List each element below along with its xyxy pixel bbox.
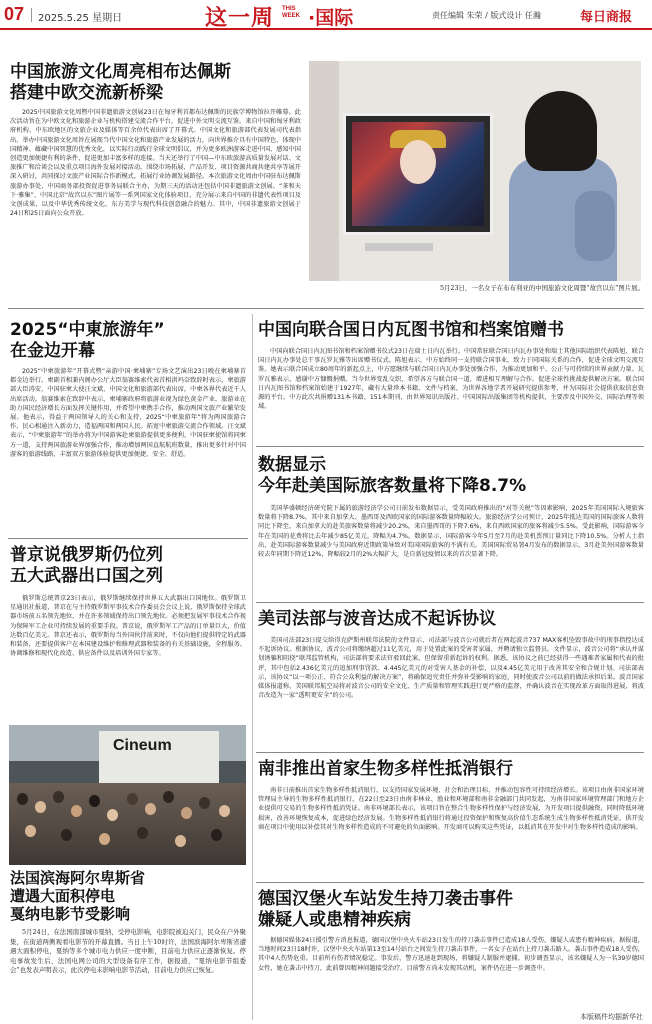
article-7-headline: 美司法部与波音达成不起诉协议 [258,609,496,629]
crowd-head [71,805,82,817]
artwork-label [365,243,433,251]
crowd-head [199,797,210,809]
article-5-headline: 中国向联合国日内瓦图书馆和档案馆赠书 [258,320,564,340]
article-8-body: 南非日前推出首家生物多样性抵消银行，以支持国家发展环境、社会和治理目标，并推动包容性可持续经济增长。该项目由南非国家环境管理局主导的生物多样性抵消银行，在22日至23日由南非林业、渔业和环境部和南非金融部门共同发起，为南非国家环境管理部门和地方企业提供可交易的生物多样性抵消凭证。南非环境部长表示，该项目旨在整合生物多样性保护与经济发展，为开发项目提供融资，同时降低环境损害，改善环境恢复成本，促进绿色经济发展。生物多样性抵消银行将通过投资保护和恢复高价值生态系统生成生物多样性抵消凭证，供开发商在项目中使用以补偿其对生物多样性造成的不可避免的负面影响。开发商可以购买这些凭证，以抵消其在开发中对生物多样性造成的影响。 [258,787,644,831]
crowd-head [35,801,46,813]
article-1-headline-line2: 搭建中欧交流新桥梁 [10,83,163,103]
visitor-figure [505,91,617,281]
article-1-headline-line1: 中国旅游文化周亮相布达佩斯 [10,62,231,82]
crowd-head [145,803,156,815]
article-6-headline-line1: 数据显示 [258,455,326,475]
crowd-head [219,805,230,817]
editor-credits: 责任编辑 朱荣 / 版式设计 任瀚 [432,11,541,20]
section-rule [8,308,644,309]
article-1-headline [10,62,300,104]
article-4-headline-line2: 遭遇大面积停电 [10,887,116,905]
article-2-headline-line1: 2025“中東旅游年” [10,320,165,340]
photo-1-caption: 5月23日，一名女子在布布利亚的中国旅游文化周暨“故宫以东”图片展。 [439,284,644,292]
crowd-head [17,793,28,805]
opera-artwork [343,113,493,235]
section-rule [256,882,644,883]
crowd-head [61,829,72,841]
article-7-body: 美国司法部23日提交给得克萨斯州联邦法院的文件显示，司法部与波音公司就后者在两起波音737 MAX客机坠毁事故中的刑事指控达成不起诉协议。根据协议，波音公司将缴纳超过11亿美元，用于处置此案的受害者家属，并聘请独立监督员。文件显示，波音公司将“承认并谋划诱骗和阻挠”联邦监管机构，司法部将要求法官驳回此案，但保留重新起诉的权利。据悉，该协议之前已经获得一些遇难者家属和代表的批评，其中包括2.436亿美元的追加刑事罚款、4.445亿美元的对受害人基金的补偿，以及4.45亿美元用于改善其安全和合规计划。司法部表示，该协议“以一项公正、符合公众利益的解决方案”，将确保追究责任并弥补受影响的家庭，同时使波音公司以前的做法承担后果。波音国家媒体报道称，美国联邦航空局将对波音公司的安全文化、生产质量和管理实践进行更严格的监督，并确认波音在实现改革方面取得进展，将波音改造为一家“透明更安全”的公司。 [258,637,644,700]
article-1-body: 2025中国旅游文化周暨中国非遗旅游文创展23日在匈牙利首都布达佩斯的民族学博物馆拉开帷幕。此次活动旨在为中欧文化和旅游企业与机构搭建交流合作平台，促进中外文明交流互鉴。来自中国和匈牙利政府机构、中东欧地区的文旅企业及媒体等百余位代表出席了开幕式。中国文化和旅游部代表发展司代表指出，举办中国旅游文化周旨在展现当代中国文化和旅游产业发展的活力，向世界推介具有中国特色、体现中国精神、蕴藏中国智慧的优秀文化，以实际行动践行全球文明倡议，并为更多欧洲游客走进中国、感知中国创造更加便捷有利的条件，促进更加丰富多样的连接。当天还举行了中国—中东欧旅游高质量发展对话、文旅推广和洽谈会以及重点项目海外发展对接活动，围绕市场拓展、产品开发、项目资源共商共建共享等展开深入研讨，共同探讨文旅产业国际合作新模式，拓展行业协调发展路径。本次旅游文化周由中国驻布达佩斯旅游办事处、中国商务部投资促进事务局联合主办，为期三天的活动还包括中国非遗旅游文创展、“茶和天下·雅集”、中国北京“故宫以东”图片展等一系列国家文化体验项目，充分展示来自中国的非遗代表性项目及文创成果，以及中华优秀传统文化、东方美学与现代科技创意融合的魅力。其中，中国非遗旅游文创展于24日和25日面向公众开放。 [10,109,301,218]
cinema-sign: Cineum [113,737,172,754]
cannes-crowd-photo [9,725,246,865]
article-3-headline [10,545,250,587]
crowd-head [25,825,36,837]
section-rule [256,446,644,447]
article-6-headline-line2: 今年赴美国际旅客数量将下降8.7% [258,476,527,496]
article-4-headline-line3: 戛纳电影节受影响 [10,905,131,923]
article-2-body: 2025“中柬旅游年”开幕式暨“亲游中国·柬埔寨”专场文艺演出23日晚在柬埔寨首都金边举行。柬副首相兼内阁办公厅大臣翁赛维索代表首相洪玛奈致辞时表示，柬旅游部大臣涛安、中国驻柬大使汪文斌、中国文化和旅游部代表出席，中柬各界代表近千人出席活动。翁赛维索在致辞中表示，柬埔寨政府将旅游业视为绿色黄金产业，旅游业在助力国民经济增长方面发挥关键作用，并希望中柬携手合作，推动两国文旅产业繁荣发展。他表示，得益于两国领导人的关心和支持，2025“中柬旅游年”将为两国旅游合作、民心相通注入新动力，造福两国和两国人民。拓宽中柬旅游交流合作领域。汪文斌表示，“中柬旅游年”的举办将为中国游客赴柬旅游提供更多便利，中国驻柬使馆将同柬方一道，支持两国旅游业界加强合作，推动增加两国直航航班数量，推出更多针对中国游客的旅游线路，丰富双方旅游体验提供更加便捷、安全、舒适。 [10,368,246,458]
crowd-head [181,807,192,819]
crowd-head [53,791,64,803]
article-4-headline-line1: 法国滨海阿尔卑斯省 [10,869,146,887]
column-rule [8,538,248,539]
article-2-headline-line2: 在金边开幕 [10,341,95,361]
article-2-headline [10,320,250,362]
exhibition-photo [309,61,641,281]
face-shape [400,140,436,184]
crowd-head [107,809,118,821]
visitor-hair [525,91,597,171]
page-number: 07 [4,4,25,24]
crowd-head [211,829,222,841]
article-4-headline [10,869,250,923]
article-9-headline-line1: 德国汉堡火车站发生持刀袭击事件 [258,889,513,909]
article-9-headline-line2: 嫌疑人或患精神疾病 [258,910,411,930]
crowd-head [137,827,148,839]
section-rule [256,752,644,753]
column-brand: 这一周 [205,6,275,31]
photo-2-caption: 5月24日，在法国南部城市戛纳，受停电影响，电影院被迫关门，民众在户外聚集，在街道两侧观看电影节的开幕直播。当日上午10时许，法国滨海阿尔卑斯省遭遇大面积停电，戛纳等多个城市电力供应一度中断，目前电力供应正逐渐恢复。停电事故发生后，法国电网公司的大型设备有序工作，据报道，“戛纳电影节组委会”也发表声明表示，此次停电未影响电影节活动，目前电力供应已恢复。 [10,928,246,974]
source-credit: 本版稿件均据新华社 [580,1013,643,1021]
section-name: ·国际 [308,7,354,29]
article-6-body: 美国华盛顿经济研究院下属的旅游经济学公司日前发布数据显示，受美国政府推出的“对等关税”等因素影响，2025年美国国际入境旅客数量将下降8.7%，其中来自加拿大、墨西哥及西欧国家的国际游客数量降幅较大。旅游经济学公司预计，2025年抵达美国的国际旅客人数将同比下降至，来自加拿大的赴美旅客数量将减少20.2%，来自墨西哥的下降7.6%，来自西欧国家的旅客将减少5.5%。受此影响，国际游客今年在美国的花费将比去年减少85亿美元，降幅为4.7%。数据显示，国际游客今年5月至7月的赴美机票预订量同比下降10.5%。分析人士指出，赴美国际游客数量减少与美国政府近期政策导致对美国国际旅客的不满有关。美国国际贸易署4月发布的数据显示，3月赴美外国游客数量较去年同期下降近12%，降幅较2月的2%大幅扩大，是自新冠疫情以来的首次显著下降。 [258,505,644,559]
article-8-headline: 南非推出首家生物多样性抵消银行 [258,759,513,779]
article-9-headline [258,889,646,931]
crowd-head [89,795,100,807]
article-5-body: 中国向联合国日内瓦图书馆和档案馆赠书仪式23日在瑞士日内瓦举行。中国常驻联合国日内瓦办事处和瑞士其他国际组织代表陈旭、联合国日内瓦办事处总干事瓦罗瓦雅等出席赠书仪式。陈旭表示，中方始终同一支持联合国事业，致力于同国际关系的合作，促进全球文明交流互鉴。她表示联合国成立80周年的新起点上，中方愿继续与联合国日内瓦办事处加强合作，为推动更加和平、公正与可持续的世界贡献力量。瓦罗瓦雅表示，感谢中方慷慨捐赠。当今世界变乱交织，希望各方与联合国一道，增进相互理解与合作，促进全球性挑战提供解决方案。联合国日内瓦图书馆和档案馆始建于1927年，藏有大量珍本书籍、文件与档案，为世界各地学者开展研究提供参考，并为国际社会提供获取信息资源的平台。中方此次共捐赠131本书籍、151本期刊，由世界知识出版社、中国国际出版集团等机构提供，主要涉及中国外交、国际治理等领域。 [258,348,644,411]
crowd-head [163,791,174,803]
article-3-headline-line2: 五大武器出口国之列 [10,566,163,586]
crowd-head [127,793,138,805]
newspaper-name: 每日商报 [580,10,633,25]
header-divider [31,8,32,22]
column-divider [252,314,253,1020]
article-6-headline [258,455,646,497]
page-header [0,0,652,30]
article-3-headline-line1: 普京说俄罗斯仍位列 [10,545,163,565]
crowd-head [99,833,110,845]
article-3-body: 俄罗斯总统普京23日表示，俄罗斯继续保持世界五大武器出口国地位。俄罗斯卫星通讯社报道，普京在与主持俄罗斯军事技术合作委员会会议上说，俄罗斯保持全球武器市场前五名领先地位，并在许多领域保持出口领先地位。必须把发展军事技术合作视为保障军工企业可持续发展的重要手段。普京说，俄罗斯军工产品的订单量巨大，价值达数百亿美元。普京还表示，俄罗斯每当外国伙伴前来时，不仅向他们提供特定的武器和装备，还要提供客户在本国建设维护和修理武器和装备的有关基础设施，全程服务、协调维修和现代化改造、供应备件以及培训外国专家等。 [10,595,246,658]
photo-wall [309,61,339,281]
crowd-area [9,783,246,865]
section-rule [256,602,644,603]
crowd-head [175,835,186,847]
artwork-canvas [352,122,484,226]
visitor-arm [575,191,615,261]
issue-date: 2025.5.25 星期日 [38,13,123,24]
column-brand-en: THIS WEEK [282,6,300,19]
article-9-body: 据德国媒体24日援引警方消息报道，德国汉堡中央火车站23日发生的持刀袭击事件已造成18人受伤，嫌疑人或患有精神疾病。据报道，当地时间23日18时许，汉堡中央火车站第13至14号站台之间发生持刀袭击事件，一名女子在站台上持刀袭击路人。袭击事件造成18人受伤，其中4人伤势危重。目前所有伤者情况稳定。事发后，警方迅速赶到现场，将嫌疑人制服并逮捕。初步调查显示，该名嫌疑人为一名39岁德国女性，她在袭击中持刀，此前曾因精神问题接受治疗。目前警方尚未发现其动机，案件仍在进一步调查中。 [258,937,644,972]
